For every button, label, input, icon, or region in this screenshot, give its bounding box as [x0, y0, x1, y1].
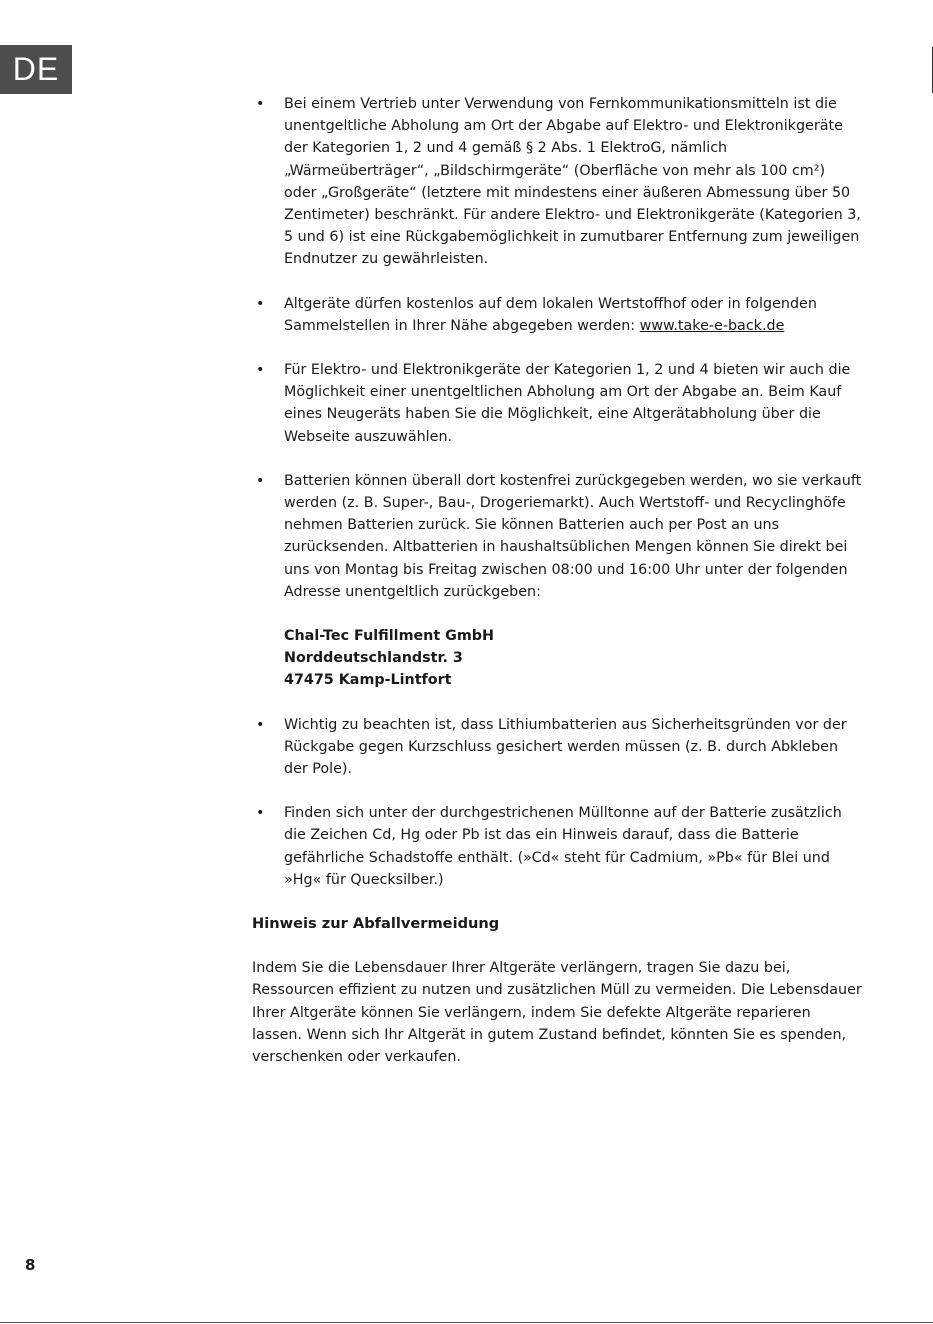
bullet-text: Bei einem Vertrieb unter Verwendung von Fernkommunikationsmitteln ist die unentgeltliche Abholung am Ort der Abgabe auf Elektro- und Elektronikgeräte der Kategorien 1, 2 und 4 gemäß § 2 Abs. 1 ElektroG, nämlich „Wärmeüberträger“, „Bildschirmgeräte“ (Oberfläche von mehr als 100 cm²) oder „Großgeräte“ (letztere mit mindestens einer äußeren Abmessung über 50 Zentimeter) beschränkt. Für andere Elektro- und Elektronikgeräte (Kategorien 3, 5 und 6) ist eine Rückgabemöglichkeit in zumutbarer Entfernung zum jeweiligen Endnutzer zu gewährleisten.: [284, 96, 861, 268]
bullet-icon: •: [256, 96, 265, 112]
bullet-icon: •: [256, 295, 265, 312]
list-item: [252, 293, 862, 337]
bottom-rule: [0, 1322, 933, 1323]
bullet-text: Für Elektro- und Elektronikgeräte der Kategorien 1, 2 und 4 bieten wir auch die Möglichkeit einer unentgeltlichen Abholung am Ort der Abgabe an. Beim Kauf eines Neugeräts haben Sie die Möglichkeit, eine Altgerätabholung über die Webseite auszuwählen.: [284, 362, 851, 445]
address-city: 47475 Kamp-Lintfort: [284, 672, 452, 689]
waste-avoidance-paragraph: Indem Sie die Lebensdauer Ihrer Altgeräte verlängern, tragen Sie dazu bei, Ressourcen effizient zu nutzen und zusätzlichen Müll zu vermeiden. Die Lebensdauer Ihrer Altgeräte können Sie verlängern, indem Sie defekte Altgeräte reparieren lassen. Wenn sich Ihr Altgerät in gutem Zustand befindet, könnten Sie es spenden, verschenken oder verkaufen.: [252, 960, 862, 1066]
bullet-text: Finden sich unter der durchgestrichenen Mülltonne auf der Batterie zusätzlich die Zeichen Cd, Hg oder Pb ist das ein Hinweis darauf, dass die Batterie gefährliche Schadstoffe enthält. (»Cd« steht für Cadmium, »Pb« für Blei und »Hg« für Quecksilber.): [284, 805, 842, 888]
section-heading: Hinweis zur Abfallvermeidung: [252, 915, 500, 933]
address-company: Chal-Tec Fulfillment GmbH: [284, 628, 494, 645]
list-item: [252, 802, 862, 891]
take-e-back-link[interactable]: www.take-e-back.de: [639, 317, 785, 334]
bullet-icon: •: [256, 472, 265, 489]
list-item: [252, 470, 862, 692]
bullet-icon: •: [256, 716, 265, 733]
bullet-list: [252, 93, 862, 891]
return-address: [284, 625, 862, 692]
bullet-text: Wichtig zu beachten ist, dass Lithiumbatterien aus Sicherheitsgründen vor der Rückgabe gegen Kurzschluss gesichert werden müssen (z. B. durch Abkleben der Pole).: [284, 716, 847, 778]
page-number: 8: [25, 1256, 36, 1274]
list-item: [252, 93, 862, 271]
list-item: [252, 714, 862, 781]
address-street: Norddeutschlandstr. 3: [284, 650, 463, 667]
bullet-icon: •: [256, 805, 265, 822]
bullet-icon: •: [256, 362, 265, 379]
bullet-text: Altgeräte dürfen kostenlos auf dem lokalen Wertstoffhof oder in folgenden Sammelstellen in Ihrer Nähe abgegeben werden:: [284, 295, 817, 334]
bullet-text: Batterien können überall dort kostenfrei zurückgegeben werden, wo sie verkauft werden (z. B. Super-, Bau-, Drogeriemarkt). Auch Wertstoff- und Recyclinghöfe nehmen Batterien zurück. Sie können Batterien auch per Post an uns zurücksenden. Altbatterien in haushaltsüblichen Mengen können Sie direkt bei uns von Montag bis Freitag zwischen 08:00 und 16:00 Uhr unter der folgenden Adresse unentgeltlich zurückgeben:: [284, 472, 862, 600]
document-body: [252, 93, 862, 1068]
list-item: [252, 359, 862, 448]
language-tab: DE: [0, 45, 72, 94]
